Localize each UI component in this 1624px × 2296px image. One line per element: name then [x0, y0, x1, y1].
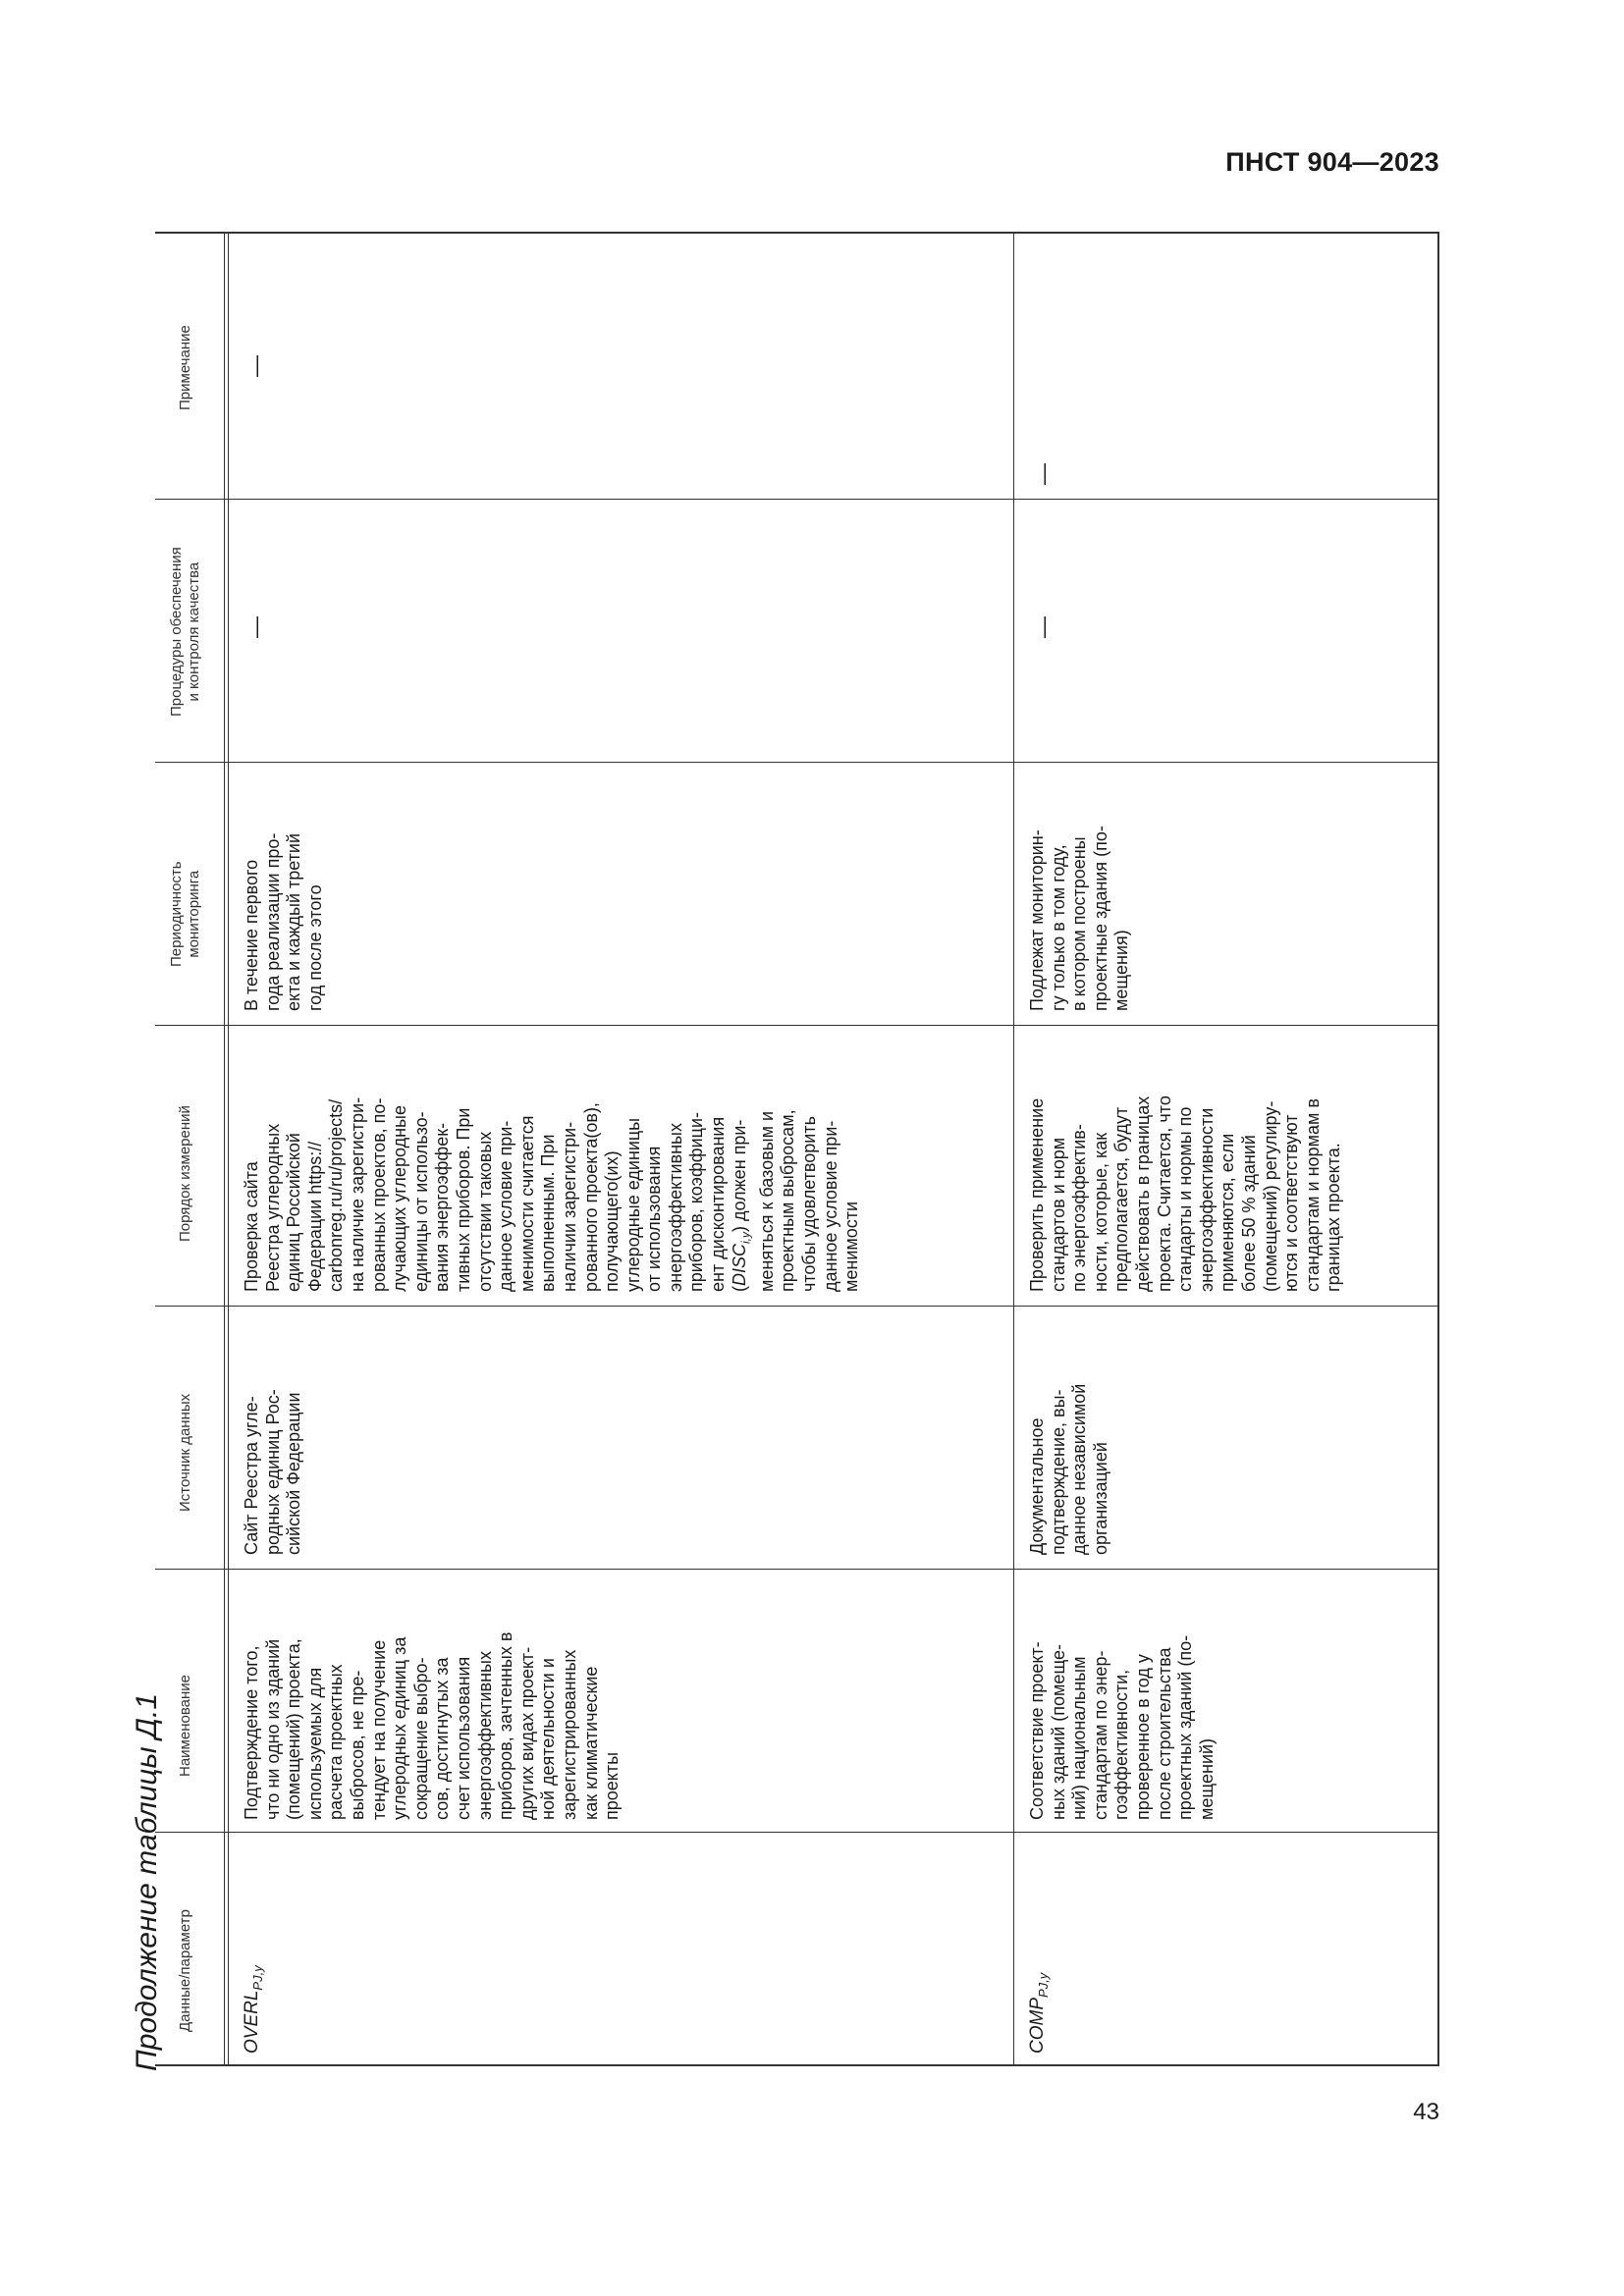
- header-procedure: Порядок измерений: [177, 1105, 193, 1242]
- name-cell: Подтверждение того, что ни одно из зданий (помещений) проекта, используемых для расчета проектных выбросов, не пре- тендует на получение углеродных единиц за сокращение выбро- сов, достигнутых за счет использования энергоэффективных приборов, зачтенных в других видах проект- ной деятельности и зарегистрированных как климатические проекты: [242, 1631, 623, 1820]
- header-name: Наименование: [177, 1675, 193, 1777]
- column-separator: [155, 499, 1439, 500]
- qa-cell: —: [244, 616, 268, 638]
- header-param: Данные/параметр: [177, 1909, 193, 2032]
- header-separator: [228, 232, 229, 2066]
- periodicity-cell: В течение первого года реализации про- екта и каждый третий год после этого: [242, 832, 325, 1011]
- header-separator: [224, 232, 225, 2066]
- row-separator: [1013, 232, 1014, 2066]
- document-code: ПНСТ 904—2023: [1225, 147, 1439, 177]
- table-caption: Продолжение таблицы Д.1: [131, 1692, 163, 2071]
- periodicity-cell: Подлежат мониторин- гу только в том году, в котором построены проектные здания (по- мещения): [1027, 826, 1132, 1011]
- column-separator: [155, 762, 1439, 763]
- param-cell: $OVERL_{PJ,y}$: [242, 1965, 265, 2054]
- column-separator: [155, 1306, 1439, 1307]
- header-note: Примечание: [177, 325, 193, 410]
- qa-cell: —: [1031, 616, 1056, 638]
- header-source: Источник данных: [177, 1393, 193, 1512]
- procedure-cell: Проверка сайта Реестра углеродных единиц Российской Федерации https:// carbonreg.ru/ru/projects/ на наличие зарегистри- рованных проектов, по- лучающих углеродные единицы от использо- вания энергоэффек- тивных приборов. При отсутствии таковых данное условие при- менимости считается выполненным. При наличии зарегистри- рованного проекта(ов), получающего(их) углеродные единицы от использования энергоэффективных приборов, коэффици- ент дисконтирования $(DISC_{i,y})$ должен при- меняться к базовым и проектным выбросам, чтобы удовлетворить данное условие при- менимости: [242, 1096, 862, 1292]
- column-separator: [155, 1832, 1439, 1833]
- source-cell: Сайт Реестра угле- родных единиц Рос- сийской Федерации: [242, 1389, 304, 1555]
- procedure-cell: Проверить применение стандартов и норм по энергоэффектив- ности, которые, как предполагается, будут действовать в границах проекта. Считается, что стандарты и нормы по энергоэффективности применяются, если более 50 % зданий (помещений) регулиру- ются и соответствуют стандартам и нормам в границах проекта.: [1027, 1095, 1344, 1292]
- page-number: 43: [1413, 2099, 1439, 2125]
- column-separator: [155, 1569, 1439, 1570]
- source-cell: Документальное подтверждение, вы- данное независимой организацией: [1027, 1383, 1110, 1555]
- note-cell: —: [1031, 463, 1056, 485]
- column-separator: [155, 1025, 1439, 1026]
- header-periodicity: Периодичность мониторинга: [168, 861, 202, 967]
- note-cell: —: [244, 355, 268, 377]
- name-cell: Соответствие проект- ных зданий (помеще- ний) национальным стандартам по энер- гоэффективности, проверенное в год у после строительства проектных зданий (по- мещений): [1027, 1634, 1217, 1820]
- header-qa: Процедуры обеспечения и контроля качества: [168, 547, 202, 717]
- param-cell: $COMP_{PJ,y}$: [1027, 1972, 1051, 2054]
